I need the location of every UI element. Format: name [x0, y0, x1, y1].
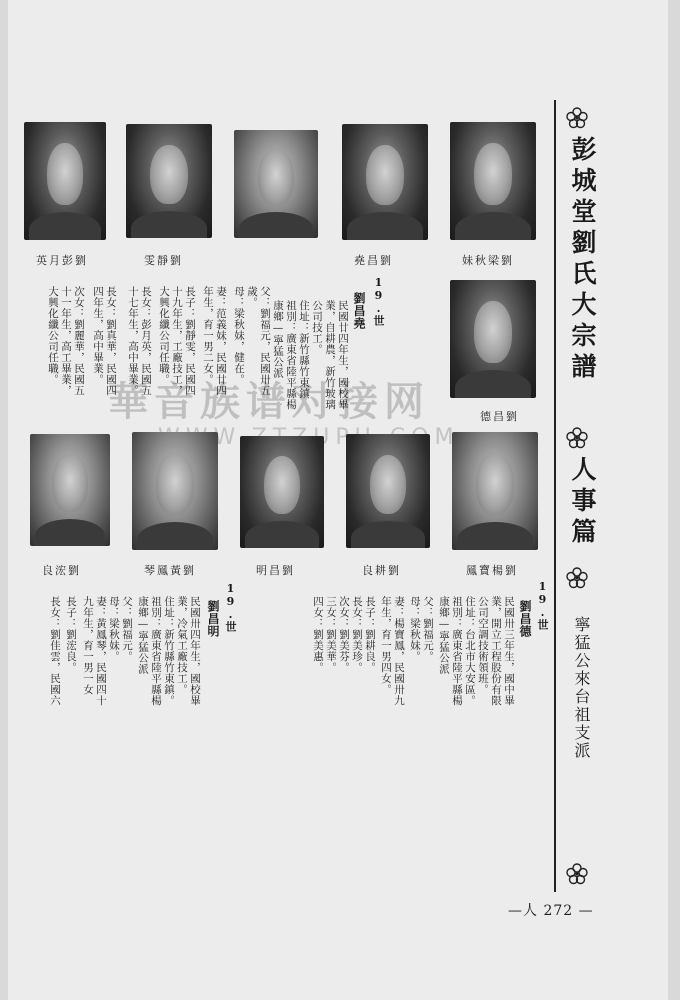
entry-line: 長女：劉真華，民國四 — [105, 286, 117, 396]
entry-name: 劉昌明 — [206, 600, 220, 638]
entry-line: 歲。 — [246, 286, 258, 308]
entry-line: 住址：新竹縣竹東鎮。 — [163, 596, 175, 706]
entry-name: 劉昌德 — [518, 600, 532, 638]
entry-line: 民國廿四年生，國校畢 — [337, 300, 349, 410]
portrait-photo — [452, 432, 538, 550]
entry-line: 三女：劉美華。 — [325, 596, 337, 673]
page-number: —人 272 — — [508, 903, 594, 919]
entry-line: 母：梁秋妹。 — [108, 596, 120, 662]
portrait-photo — [450, 122, 536, 240]
watermark-cn: 華音族谱对接网 — [108, 379, 430, 425]
entry-line: 民國卅三年生，國中畢 — [503, 596, 515, 706]
portrait-photo — [240, 436, 324, 548]
generation-label: 19.世 — [372, 276, 385, 326]
entry-line: 住址：新竹縣竹東鎮 — [298, 300, 310, 399]
plum-blossom-icon — [565, 862, 589, 886]
generation-label: 19.世 — [536, 580, 549, 630]
photo-caption: 雯靜劉 — [144, 254, 183, 267]
entry-name: 劉昌堯 — [352, 292, 366, 330]
portrait-photo — [450, 280, 536, 398]
entry-line: 次女：劉美芬。 — [338, 596, 350, 673]
genealogy-title: 彭城堂劉氏大宗譜 — [568, 136, 597, 384]
entry-line: 四女：劉美惠。 — [312, 596, 324, 673]
genealogy-page — [8, 0, 668, 1000]
entry-line: 長子：劉耕良。 — [364, 596, 376, 673]
entry-line: 大興化纖公司任職。 — [47, 286, 59, 385]
entry-line: 母：梁秋妹，健在。 — [233, 286, 245, 385]
entry-line: 康鄉—寧猛公派 — [137, 596, 149, 675]
photo-caption: 堯昌劉 — [354, 254, 393, 267]
portrait-photo — [126, 124, 212, 238]
entry-line: 長女：劉佳雲，民國六 — [49, 596, 61, 706]
entry-line: 民國卅四年生，國校畢 — [189, 596, 201, 706]
entry-line: 業，自耕農，新竹玻璃 — [324, 300, 336, 410]
entry-line: 十九年生，工廠技工， — [171, 286, 183, 396]
entry-line: 住址：台北市大安區。 — [464, 596, 476, 706]
entry-line: 長女：劉美珍。 — [351, 596, 363, 673]
portrait-photo — [24, 122, 106, 240]
photo-caption: 德昌劉 — [480, 410, 519, 423]
entry-line: 妻：范義妹，民國廿四 — [215, 286, 227, 396]
entry-line: 母：梁秋妹。 — [409, 596, 421, 662]
plum-blossom-icon — [565, 566, 589, 590]
entry-line: 十七年生，高中畢業。 — [127, 286, 139, 396]
photo-caption: 妹秋梁劉 — [462, 254, 514, 267]
portrait-photo — [346, 434, 430, 548]
entry-line: 業，開立工程股份有限 — [490, 596, 502, 706]
entry-line: 公司空調技術領班。 — [477, 596, 489, 695]
entry-line: 年生，育一男四女。 — [380, 596, 392, 695]
entry-line: 長女：彭月英，民國五 — [140, 286, 152, 396]
entry-line: 康鄉—寧猛公派 — [272, 300, 284, 379]
photo-caption: 良耕劉 — [362, 564, 401, 577]
entry-line: 公司技工。 — [311, 300, 323, 355]
entry-line: 祖別：廣東省陸平縣楊 — [451, 596, 463, 706]
entry-line: 父：劉福元，民國卅五 — [259, 286, 271, 396]
portrait-photo — [234, 130, 318, 238]
photo-caption: 明昌劉 — [256, 564, 295, 577]
branch-title: 寧猛公來台祖支派 — [572, 616, 591, 760]
plum-blossom-icon — [565, 106, 589, 130]
entry-line: 四年生，高中畢業。 — [92, 286, 104, 385]
entry-line: 祖別：廣東省陸平縣楊 — [285, 300, 297, 410]
section-title: 人事篇 — [568, 456, 597, 549]
portrait-photo — [132, 432, 218, 550]
entry-line: 九年生，育一男一女 — [82, 596, 94, 695]
entry-line: 康鄉—寧猛公派 — [438, 596, 450, 675]
entry-line: 年生，育一男二女。 — [202, 286, 214, 385]
portrait-photo — [342, 124, 428, 240]
generation-label: 19.世 — [224, 582, 237, 632]
entry-line: 祖別：廣東省陸平縣楊 — [150, 596, 162, 706]
entry-line: 大興化纖公司任職。 — [158, 286, 170, 385]
photo-caption: 良浤劉 — [42, 564, 81, 577]
plum-blossom-icon — [565, 426, 589, 450]
entry-line: 妻：楊寶鳳，民國卅九 — [393, 596, 405, 706]
portrait-photo — [30, 434, 110, 546]
entry-line: 妻：黃鳳琴，民國四十 — [95, 596, 107, 706]
entry-line: 長子：劉靜雯，民國四 — [184, 286, 196, 396]
entry-line: 父：劉福元。 — [422, 596, 434, 662]
entry-line: 次女：劉麗華，民國五 — [73, 286, 85, 396]
entry-line: 十一年生，高工畢業， — [60, 286, 72, 396]
entry-line: 業，冷氣工廠技工。 — [176, 596, 188, 695]
photo-caption: 英月彭劉 — [36, 254, 88, 267]
entry-line: 長子：劉浤良。 — [65, 596, 77, 673]
photo-caption: 琴鳳黃劉 — [144, 564, 196, 577]
photo-caption: 鳳寶楊劉 — [466, 564, 518, 577]
title-rule — [554, 100, 556, 892]
entry-line: 父：劉福元。 — [121, 596, 133, 662]
